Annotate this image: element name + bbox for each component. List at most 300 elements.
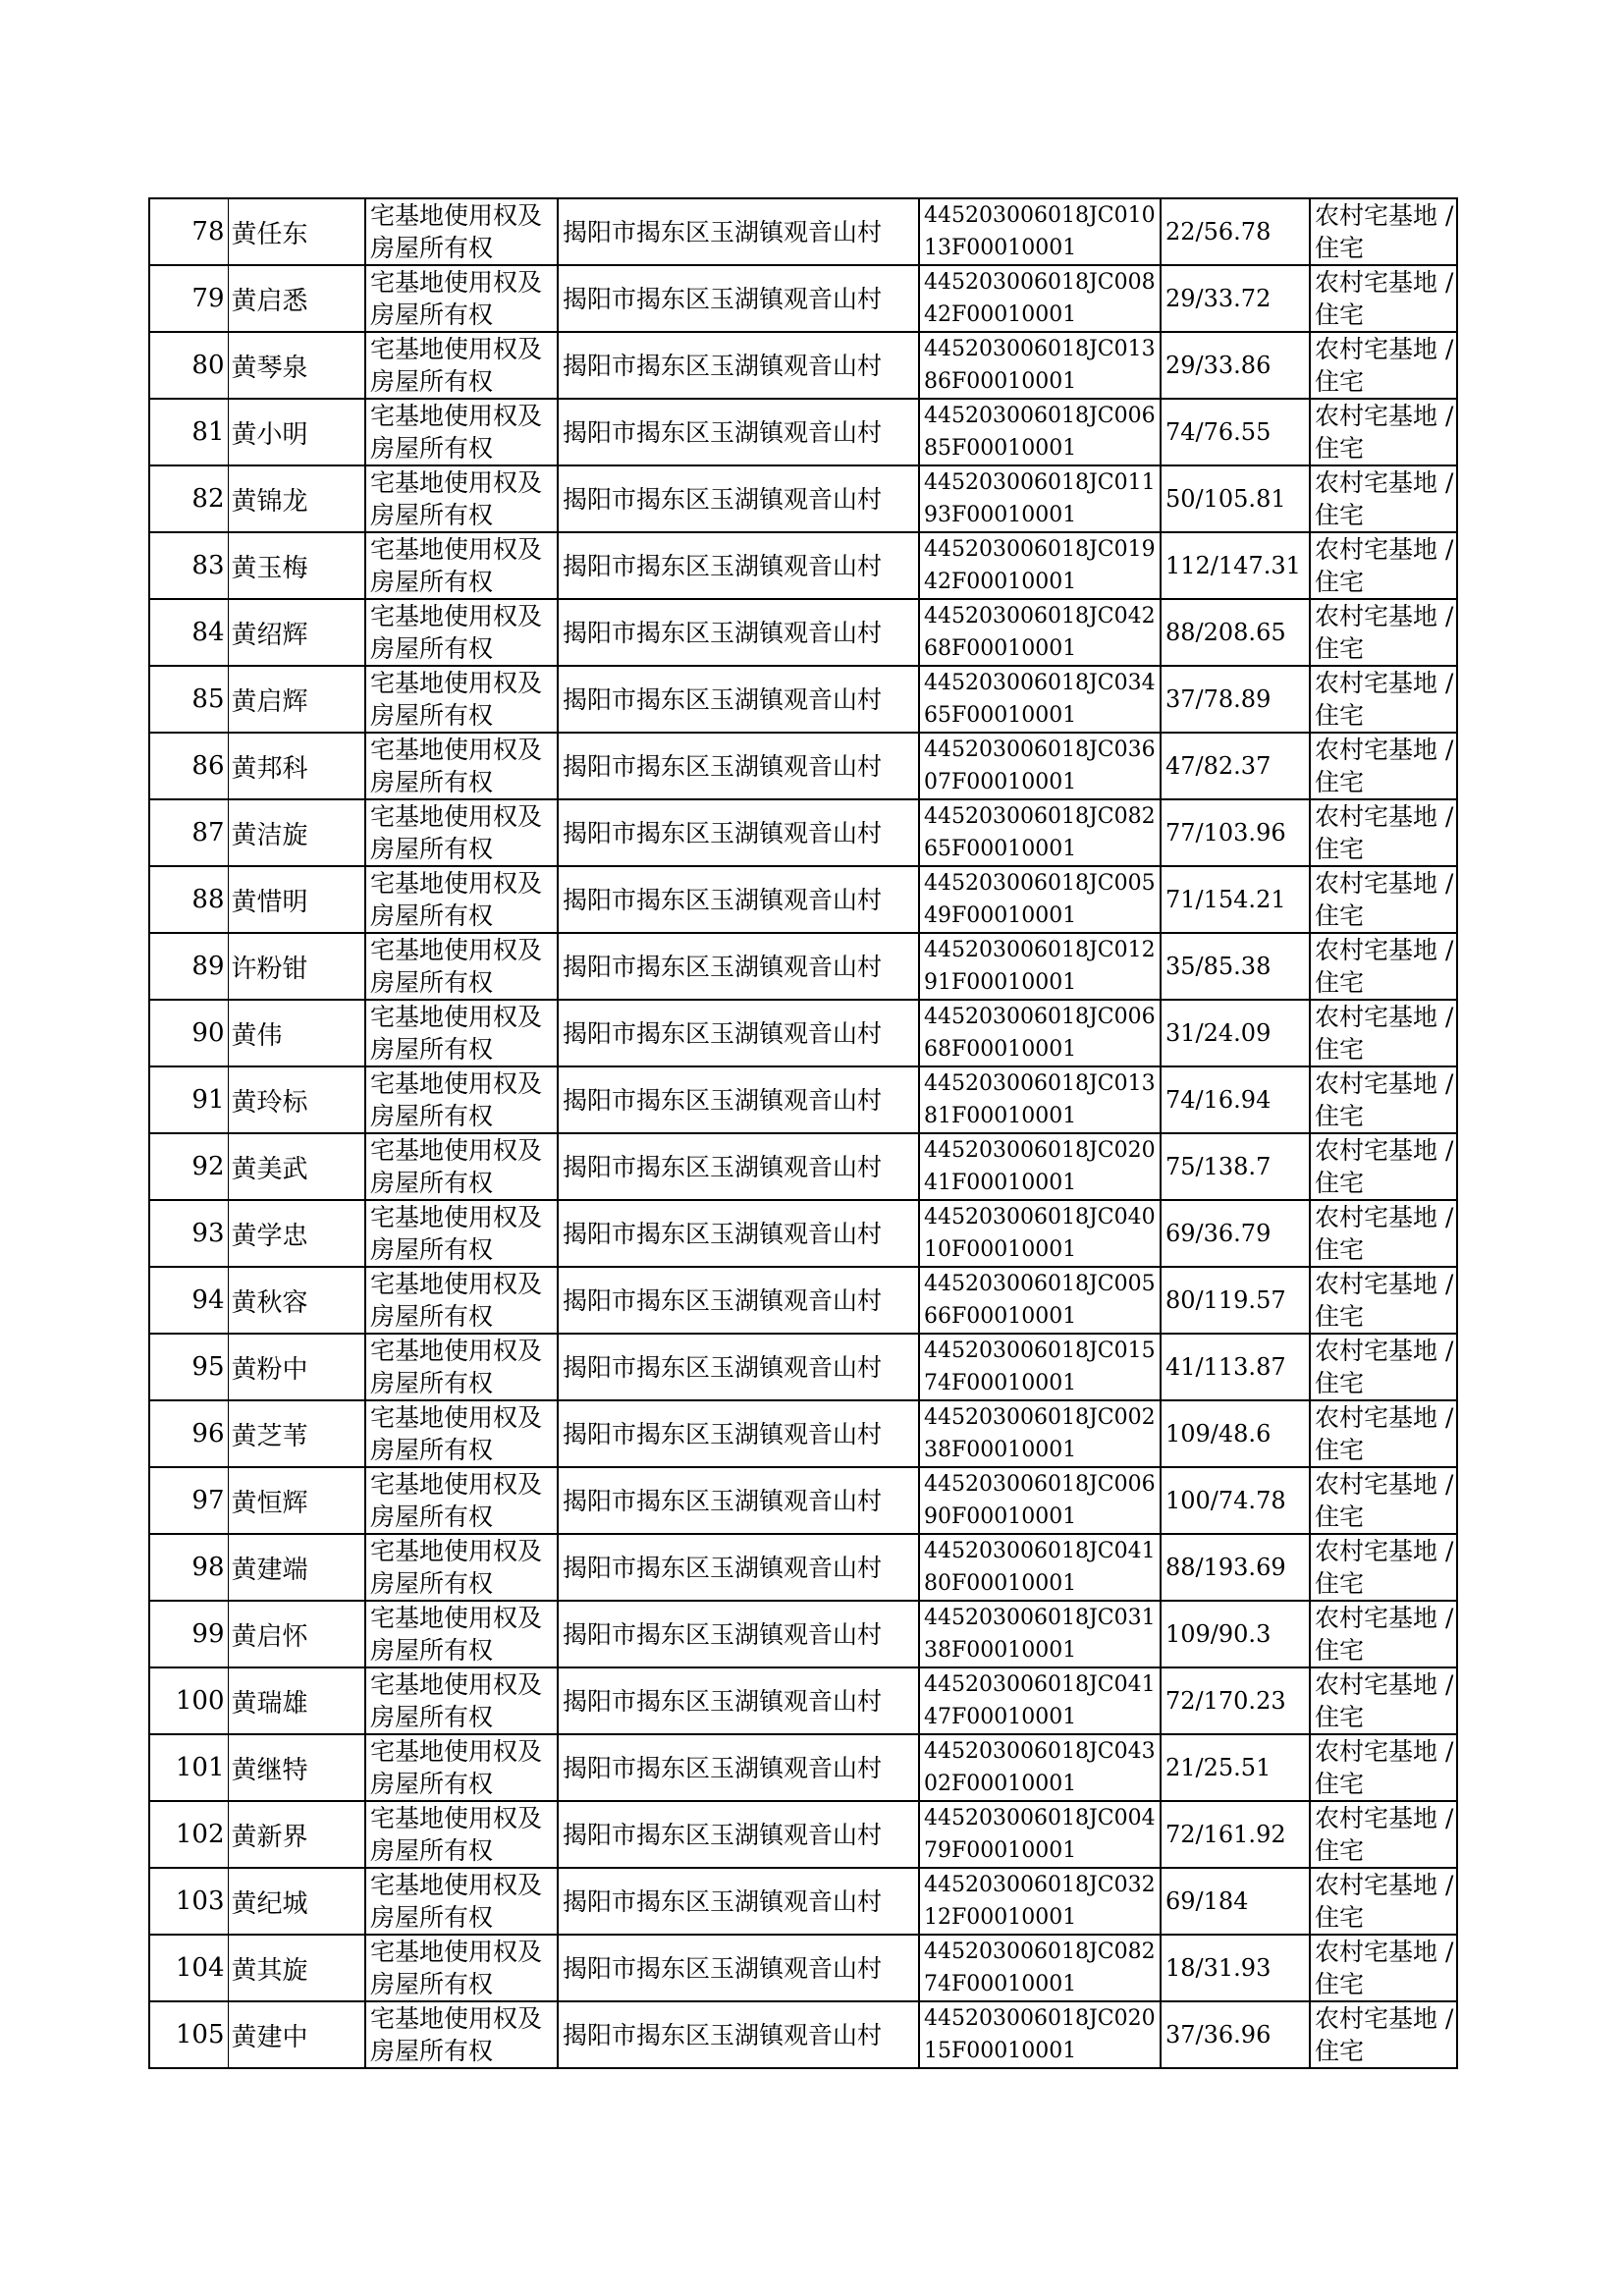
land-use-cell	[1310, 465, 1457, 532]
land-use-cell	[1310, 332, 1457, 399]
owner-name: 黄纪城	[231, 1888, 308, 1919]
land-use: 农村宅基地 / 住宅	[1315, 201, 1454, 262]
owner-name-cell	[228, 666, 365, 733]
owner-name: 黄芝苇	[231, 1421, 308, 1451]
property-location-cell	[558, 1400, 919, 1467]
row-number-cell	[149, 1267, 228, 1334]
owner-name: 黄美武	[231, 1154, 308, 1184]
right-type: 宅基地使用权及房屋所有权	[370, 1003, 543, 1064]
unit-number-cell	[919, 1267, 1161, 1334]
land-use: 农村宅基地 / 住宅	[1315, 869, 1454, 930]
owner-name-cell	[228, 265, 365, 332]
owner-name: 黄琴泉	[231, 353, 308, 383]
table-row	[149, 532, 1457, 599]
right-type-cell	[365, 532, 558, 599]
unit-number-cell	[919, 1467, 1161, 1534]
row-number: 80	[191, 351, 225, 380]
table-row	[149, 1267, 1457, 1334]
row-number-cell	[149, 2001, 228, 2068]
area-value-cell	[1161, 1534, 1310, 1601]
right-type-cell	[365, 799, 558, 866]
owner-name-cell	[228, 1601, 365, 1667]
owner-name-cell	[228, 1400, 365, 1467]
land-use: 农村宅基地 / 住宅	[1315, 468, 1454, 529]
unit-number: 445203006018JC00685F00010001	[924, 404, 1156, 461]
unit-number-cell	[919, 198, 1161, 265]
row-number: 104	[175, 1953, 225, 1983]
row-number-cell	[149, 866, 228, 933]
table-row	[149, 599, 1457, 666]
right-type-cell	[365, 1000, 558, 1066]
area-value-cell	[1161, 599, 1310, 666]
owner-name: 黄继特	[231, 1755, 308, 1785]
property-location-cell	[558, 1267, 919, 1334]
table-row	[149, 1601, 1457, 1667]
land-use-cell	[1310, 532, 1457, 599]
property-location: 揭阳市揭东区玉湖镇观音山村	[563, 1553, 883, 1582]
property-location-cell	[558, 799, 919, 866]
unit-number-cell	[919, 332, 1161, 399]
area-value: 50/105.81	[1165, 484, 1286, 513]
property-location: 揭阳市揭东区玉湖镇观音山村	[563, 351, 883, 380]
row-number: 102	[175, 1820, 225, 1849]
row-number: 100	[175, 1686, 225, 1716]
right-type-cell	[365, 933, 558, 1000]
area-value: 88/208.65	[1165, 618, 1286, 646]
property-location-cell	[558, 265, 919, 332]
land-use: 农村宅基地 / 住宅	[1315, 1871, 1454, 1932]
row-number: 93	[191, 1219, 225, 1248]
property-location-cell	[558, 1868, 919, 1935]
right-type-cell	[365, 1534, 558, 1601]
unit-number-cell	[919, 1935, 1161, 2001]
registration-table	[148, 197, 1458, 2069]
right-type: 宅基地使用权及房屋所有权	[370, 936, 543, 997]
property-location-cell	[558, 1667, 919, 1734]
land-use: 农村宅基地 / 住宅	[1315, 1270, 1454, 1331]
land-use: 农村宅基地 / 住宅	[1315, 268, 1454, 329]
right-type: 宅基地使用权及房屋所有权	[370, 468, 543, 529]
owner-name-cell	[228, 532, 365, 599]
table-row	[149, 332, 1457, 399]
right-type: 宅基地使用权及房屋所有权	[370, 1069, 543, 1130]
right-type-cell	[365, 198, 558, 265]
right-type: 宅基地使用权及房屋所有权	[370, 1537, 543, 1598]
table-row	[149, 1133, 1457, 1200]
owner-name-cell	[228, 1133, 365, 1200]
row-number-cell	[149, 733, 228, 799]
property-location-cell	[558, 2001, 919, 2068]
property-location-cell	[558, 1000, 919, 1066]
row-number-cell	[149, 1534, 228, 1601]
area-value-cell	[1161, 666, 1310, 733]
land-use: 农村宅基地 / 住宅	[1315, 736, 1454, 796]
unit-number-cell	[919, 1534, 1161, 1601]
table-row	[149, 198, 1457, 265]
property-location: 揭阳市揭东区玉湖镇观音山村	[563, 1753, 883, 1782]
property-location: 揭阳市揭东区玉湖镇观音山村	[563, 952, 883, 981]
property-location: 揭阳市揭东区玉湖镇观音山村	[563, 417, 883, 447]
property-location-cell	[558, 1133, 919, 1200]
unit-number: 445203006018JC01386F00010001	[924, 337, 1156, 394]
area-value-cell	[1161, 733, 1310, 799]
row-number: 83	[191, 551, 225, 580]
unit-number: 445203006018JC04180F00010001	[924, 1539, 1156, 1596]
property-location-cell	[558, 198, 919, 265]
property-location: 揭阳市揭东区玉湖镇观音山村	[563, 1285, 883, 1315]
area-value-cell	[1161, 1334, 1310, 1400]
property-location: 揭阳市揭东区玉湖镇观音山村	[563, 1820, 883, 1849]
unit-number: 445203006018JC02015F00010001	[924, 2006, 1156, 2063]
right-type-cell	[365, 1734, 558, 1801]
land-use-cell	[1310, 1400, 1457, 1467]
owner-name: 黄洁旋	[231, 820, 308, 850]
land-use-cell	[1310, 599, 1457, 666]
owner-name-cell	[228, 1334, 365, 1400]
owner-name: 黄恒辉	[231, 1488, 308, 1518]
unit-number: 445203006018JC03138F00010001	[924, 1606, 1156, 1663]
land-use: 农村宅基地 / 住宅	[1315, 1470, 1454, 1531]
row-number: 91	[191, 1085, 225, 1115]
row-number-cell	[149, 198, 228, 265]
unit-number-cell	[919, 1000, 1161, 1066]
area-value-cell	[1161, 866, 1310, 933]
table-row	[149, 1534, 1457, 1601]
owner-name-cell	[228, 1267, 365, 1334]
area-value-cell	[1161, 2001, 1310, 2068]
property-location-cell	[558, 1467, 919, 1534]
unit-number-cell	[919, 733, 1161, 799]
land-use: 农村宅基地 / 住宅	[1315, 1604, 1454, 1665]
area-value: 69/36.79	[1165, 1219, 1272, 1247]
area-value-cell	[1161, 1601, 1310, 1667]
property-location: 揭阳市揭东区玉湖镇观音山村	[563, 484, 883, 514]
owner-name: 黄秋容	[231, 1287, 308, 1318]
unit-number-cell	[919, 265, 1161, 332]
land-use-cell	[1310, 933, 1457, 1000]
row-number-cell	[149, 1601, 228, 1667]
table-row	[149, 1334, 1457, 1400]
land-use-cell	[1310, 1267, 1457, 1334]
right-type: 宅基地使用权及房屋所有权	[370, 1136, 543, 1197]
area-value: 109/48.6	[1165, 1419, 1272, 1448]
unit-number: 445203006018JC04268F00010001	[924, 604, 1156, 661]
property-location: 揭阳市揭东区玉湖镇观音山村	[563, 284, 883, 313]
area-value: 29/33.86	[1165, 351, 1272, 379]
land-use: 农村宅基地 / 住宅	[1315, 1737, 1454, 1798]
property-location: 揭阳市揭东区玉湖镇观音山村	[563, 2020, 883, 2049]
unit-number-cell	[919, 1334, 1161, 1400]
row-number-cell	[149, 1000, 228, 1066]
right-type-cell	[365, 1935, 558, 2001]
land-use-cell	[1310, 799, 1457, 866]
land-use: 农村宅基地 / 住宅	[1315, 1003, 1454, 1064]
row-number: 85	[191, 684, 225, 714]
property-location: 揭阳市揭东区玉湖镇观音山村	[563, 618, 883, 647]
owner-name: 黄新界	[231, 1822, 308, 1852]
right-type-cell	[365, 1868, 558, 1935]
owner-name: 黄任东	[231, 219, 308, 249]
owner-name-cell	[228, 465, 365, 532]
area-value-cell	[1161, 1000, 1310, 1066]
area-value: 21/25.51	[1165, 1753, 1272, 1781]
row-number: 84	[191, 618, 225, 647]
area-value: 77/103.96	[1165, 818, 1286, 847]
right-type-cell	[365, 1066, 558, 1133]
land-use-cell	[1310, 2001, 1457, 2068]
table-row	[149, 1467, 1457, 1534]
property-location-cell	[558, 599, 919, 666]
property-location-cell	[558, 1601, 919, 1667]
unit-number-cell	[919, 532, 1161, 599]
land-use-cell	[1310, 1734, 1457, 1801]
row-number: 78	[191, 217, 225, 246]
row-number: 89	[191, 952, 225, 981]
area-value: 72/161.92	[1165, 1820, 1286, 1848]
property-location: 揭阳市揭东区玉湖镇观音山村	[563, 1352, 883, 1382]
owner-name: 黄锦龙	[231, 486, 308, 517]
area-value-cell	[1161, 1734, 1310, 1801]
area-value-cell	[1161, 265, 1310, 332]
row-number: 99	[191, 1619, 225, 1649]
owner-name-cell	[228, 933, 365, 1000]
unit-number: 445203006018JC01574F00010001	[924, 1339, 1156, 1395]
right-type-cell	[365, 1667, 558, 1734]
right-type-cell	[365, 1400, 558, 1467]
unit-number: 445203006018JC01013F00010001	[924, 203, 1156, 260]
area-value-cell	[1161, 532, 1310, 599]
table-row	[149, 1935, 1457, 2001]
owner-name-cell	[228, 1734, 365, 1801]
unit-number-cell	[919, 866, 1161, 933]
land-use: 农村宅基地 / 住宅	[1315, 1136, 1454, 1197]
row-number-cell	[149, 465, 228, 532]
property-location-cell	[558, 1334, 919, 1400]
unit-number: 445203006018JC01291F00010001	[924, 938, 1156, 995]
right-type: 宅基地使用权及房屋所有权	[370, 736, 543, 796]
right-type: 宅基地使用权及房屋所有权	[370, 535, 543, 596]
unit-number-cell	[919, 1801, 1161, 1868]
table-row	[149, 1734, 1457, 1801]
row-number: 90	[191, 1018, 225, 1048]
area-value-cell	[1161, 1667, 1310, 1734]
area-value: 72/170.23	[1165, 1686, 1286, 1715]
unit-number-cell	[919, 1400, 1161, 1467]
row-number-cell	[149, 1935, 228, 2001]
owner-name-cell	[228, 1467, 365, 1534]
owner-name: 黄邦科	[231, 753, 308, 784]
unit-number: 445203006018JC04010F00010001	[924, 1205, 1156, 1262]
land-use-cell	[1310, 1601, 1457, 1667]
land-use-cell	[1310, 666, 1457, 733]
unit-number: 445203006018JC01193F00010001	[924, 470, 1156, 527]
row-number-cell	[149, 332, 228, 399]
right-type: 宅基地使用权及房屋所有权	[370, 669, 543, 730]
land-use: 农村宅基地 / 住宅	[1315, 1670, 1454, 1731]
row-number-cell	[149, 1868, 228, 1935]
owner-name-cell	[228, 332, 365, 399]
area-value-cell	[1161, 1935, 1310, 2001]
unit-number: 445203006018JC00566F00010001	[924, 1272, 1156, 1329]
unit-number: 445203006018JC01942F00010001	[924, 537, 1156, 594]
row-number: 98	[191, 1553, 225, 1582]
area-value-cell	[1161, 799, 1310, 866]
row-number: 94	[191, 1285, 225, 1315]
land-use-cell	[1310, 866, 1457, 933]
area-value: 112/147.31	[1165, 551, 1301, 579]
table-row	[149, 933, 1457, 1000]
owner-name: 黄学忠	[231, 1221, 308, 1251]
right-type: 宅基地使用权及房屋所有权	[370, 268, 543, 329]
right-type-cell	[365, 332, 558, 399]
unit-number: 445203006018JC00549F00010001	[924, 871, 1156, 928]
table-row	[149, 1868, 1457, 1935]
land-use-cell	[1310, 1334, 1457, 1400]
unit-number-cell	[919, 599, 1161, 666]
land-use: 农村宅基地 / 住宅	[1315, 1804, 1454, 1865]
property-location-cell	[558, 1935, 919, 2001]
property-location: 揭阳市揭东区玉湖镇观音山村	[563, 1953, 883, 1983]
land-use-cell	[1310, 198, 1457, 265]
row-number: 79	[191, 284, 225, 313]
unit-number: 445203006018JC03607F00010001	[924, 738, 1156, 794]
owner-name: 黄惜明	[231, 887, 308, 917]
row-number: 81	[191, 417, 225, 447]
land-use: 农村宅基地 / 住宅	[1315, 1403, 1454, 1464]
unit-number-cell	[919, 1601, 1161, 1667]
right-type-cell	[365, 1467, 558, 1534]
land-use: 农村宅基地 / 住宅	[1315, 602, 1454, 663]
table-row	[149, 399, 1457, 465]
unit-number: 445203006018JC00690F00010001	[924, 1472, 1156, 1529]
unit-number: 445203006018JC03465F00010001	[924, 671, 1156, 728]
row-number: 87	[191, 818, 225, 847]
owner-name: 黄绍辉	[231, 620, 308, 650]
row-number-cell	[149, 399, 228, 465]
right-type: 宅基地使用权及房屋所有权	[370, 2004, 543, 2065]
row-number: 105	[175, 2020, 225, 2049]
area-value: 88/193.69	[1165, 1553, 1286, 1581]
property-location-cell	[558, 1200, 919, 1267]
right-type-cell	[365, 1601, 558, 1667]
right-type: 宅基地使用权及房屋所有权	[370, 1938, 543, 1998]
table-row	[149, 733, 1457, 799]
property-location-cell	[558, 733, 919, 799]
owner-name: 黄伟	[231, 1020, 283, 1051]
right-type: 宅基地使用权及房屋所有权	[370, 335, 543, 396]
table-row	[149, 1400, 1457, 1467]
row-number-cell	[149, 1467, 228, 1534]
area-value-cell	[1161, 1267, 1310, 1334]
row-number-cell	[149, 1200, 228, 1267]
right-type: 宅基地使用权及房屋所有权	[370, 1337, 543, 1397]
property-location: 揭阳市揭东区玉湖镇观音山村	[563, 1686, 883, 1716]
unit-number: 445203006018JC08274F00010001	[924, 1940, 1156, 1996]
unit-number: 445203006018JC00479F00010001	[924, 1806, 1156, 1863]
row-number: 103	[175, 1886, 225, 1916]
area-value: 75/138.7	[1165, 1152, 1272, 1180]
right-type: 宅基地使用权及房屋所有权	[370, 1604, 543, 1665]
property-location: 揭阳市揭东区玉湖镇观音山村	[563, 551, 883, 580]
area-value: 37/78.89	[1165, 684, 1272, 713]
right-type: 宅基地使用权及房屋所有权	[370, 402, 543, 463]
unit-number: 445203006018JC00842F00010001	[924, 270, 1156, 327]
owner-name-cell	[228, 1868, 365, 1935]
right-type: 宅基地使用权及房屋所有权	[370, 1270, 543, 1331]
property-location: 揭阳市揭东区玉湖镇观音山村	[563, 684, 883, 714]
row-number-cell	[149, 933, 228, 1000]
property-location-cell	[558, 866, 919, 933]
area-value: 71/154.21	[1165, 885, 1286, 913]
land-use: 农村宅基地 / 住宅	[1315, 1337, 1454, 1397]
unit-number-cell	[919, 399, 1161, 465]
right-type: 宅基地使用权及房屋所有权	[370, 602, 543, 663]
property-location: 揭阳市揭东区玉湖镇观音山村	[563, 1085, 883, 1115]
area-value-cell	[1161, 1868, 1310, 1935]
land-use-cell	[1310, 1200, 1457, 1267]
property-location: 揭阳市揭东区玉湖镇观音山村	[563, 1018, 883, 1048]
owner-name: 黄瑞雄	[231, 1688, 308, 1719]
owner-name-cell	[228, 1534, 365, 1601]
unit-number-cell	[919, 1066, 1161, 1133]
right-type-cell	[365, 1133, 558, 1200]
area-value-cell	[1161, 465, 1310, 532]
owner-name: 黄启辉	[231, 686, 308, 717]
unit-number: 445203006018JC04147F00010001	[924, 1672, 1156, 1729]
land-use: 农村宅基地 / 住宅	[1315, 2004, 1454, 2065]
area-value: 18/31.93	[1165, 1953, 1272, 1982]
owner-name: 黄启悉	[231, 286, 308, 316]
row-number-cell	[149, 1133, 228, 1200]
property-location-cell	[558, 332, 919, 399]
table-row	[149, 1200, 1457, 1267]
property-location: 揭阳市揭东区玉湖镇观音山村	[563, 217, 883, 246]
area-value-cell	[1161, 933, 1310, 1000]
land-use-cell	[1310, 1667, 1457, 1734]
owner-name-cell	[228, 2001, 365, 2068]
area-value-cell	[1161, 198, 1310, 265]
land-use-cell	[1310, 1868, 1457, 1935]
area-value: 35/85.38	[1165, 952, 1272, 980]
property-location-cell	[558, 465, 919, 532]
row-number: 95	[191, 1352, 225, 1382]
area-value: 109/90.3	[1165, 1619, 1272, 1648]
area-value-cell	[1161, 1801, 1310, 1868]
property-location: 揭阳市揭东区玉湖镇观音山村	[563, 1419, 883, 1448]
owner-name-cell	[228, 1935, 365, 2001]
land-use: 农村宅基地 / 住宅	[1315, 802, 1454, 863]
unit-number: 445203006018JC03212F00010001	[924, 1873, 1156, 1930]
property-location-cell	[558, 1734, 919, 1801]
unit-number-cell	[919, 1868, 1161, 1935]
property-location: 揭阳市揭东区玉湖镇观音山村	[563, 818, 883, 847]
row-number: 86	[191, 751, 225, 781]
owner-name-cell	[228, 1801, 365, 1868]
land-use-cell	[1310, 1467, 1457, 1534]
owner-name-cell	[228, 733, 365, 799]
area-value: 74/16.94	[1165, 1085, 1272, 1114]
area-value: 41/113.87	[1165, 1352, 1286, 1381]
area-value: 31/24.09	[1165, 1018, 1272, 1047]
land-use-cell	[1310, 733, 1457, 799]
owner-name: 黄玲标	[231, 1087, 308, 1118]
owner-name-cell	[228, 399, 365, 465]
unit-number-cell	[919, 1667, 1161, 1734]
row-number: 82	[191, 484, 225, 514]
land-use-cell	[1310, 1000, 1457, 1066]
land-use-cell	[1310, 399, 1457, 465]
right-type: 宅基地使用权及房屋所有权	[370, 201, 543, 262]
